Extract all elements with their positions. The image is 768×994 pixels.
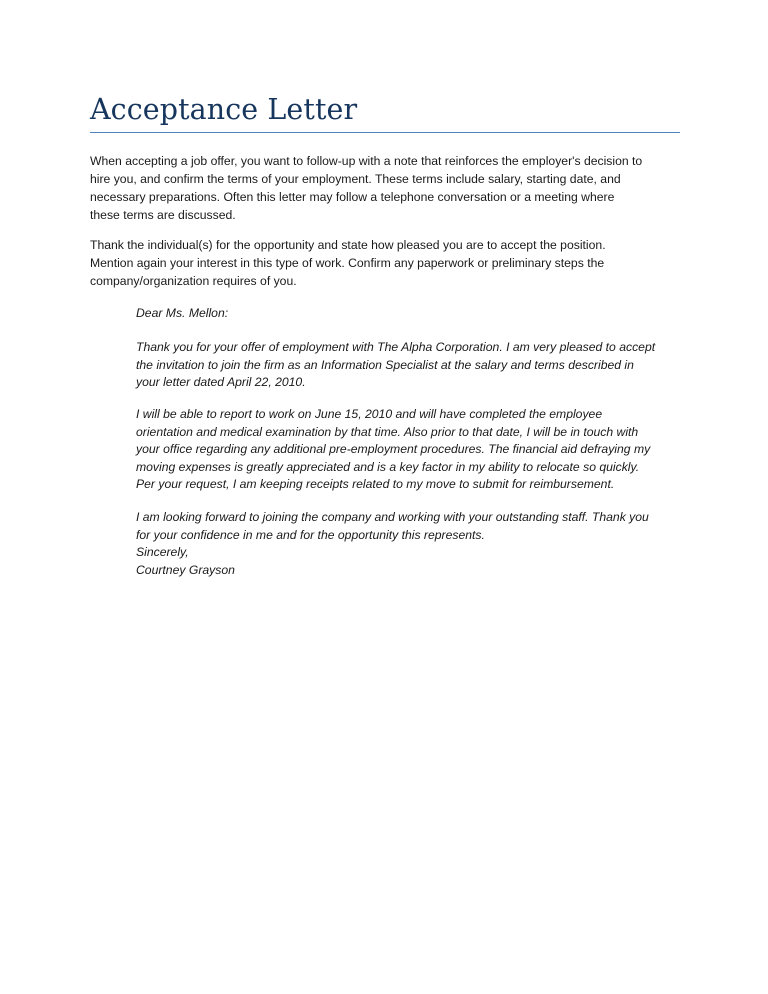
text-line: Thank the individual(s) for the opportunity and state how pleased you are to accept the position.: [90, 238, 606, 252]
intro-paragraph-1: [90, 153, 690, 225]
text-line: When accepting a job offer, you want to follow-up with a note that reinforces the employer's decision to: [90, 154, 643, 168]
text-line: the invitation to join the firm as an Information Specialist at the salary and terms described in: [136, 357, 634, 372]
text-line: your letter dated April 22, 2010.: [136, 375, 306, 389]
letter-salutation: [136, 305, 696, 323]
text-line: these terms are discussed.: [90, 207, 236, 222]
title-underline-rule: [90, 132, 680, 133]
text-line: for your confidence in me and for the opportunity this represents.: [136, 527, 485, 542]
text-line: Thank you for your offer of employment with The Alpha Corporation. I am very pleased to accept: [136, 340, 656, 354]
closing-valediction: Sincerely,: [136, 545, 189, 559]
letter-closing-paragraph: [136, 509, 696, 579]
text-line: Mention again your interest in this type of work. Confirm any paperwork or preliminary steps the: [90, 255, 605, 270]
text-line: moving expenses is greatly appreciated and is a key factor in my ability to relocate so quickly.: [136, 459, 640, 474]
salutation-text: Dear Ms. Mellon:: [136, 306, 229, 320]
letter-paragraph-1: [136, 339, 696, 392]
text-line: hire you, and confirm the terms of your employment. These terms include salary, starting date, and: [90, 171, 621, 186]
text-line: I will be able to report to work on June 15, 2010 and will have completed the employee: [136, 407, 603, 421]
intro-paragraph-2: [90, 237, 690, 291]
text-line: your office regarding any additional pre-employment procedures. The financial aid defraying my: [136, 442, 651, 456]
text-line: Per your request, I am keeping receipts related to my move to submit for reimbursement.: [136, 477, 615, 491]
text-line: orientation and medical examination by that time. Also prior to that date, I will be in touch with: [136, 424, 639, 439]
text-line: necessary preparations. Often this letter may follow a telephone conversation or a meeting where: [90, 189, 615, 204]
signature-name: Courtney Grayson: [136, 562, 235, 577]
letter-paragraph-2: [136, 406, 696, 494]
text-line: company/organization requires of you.: [90, 273, 297, 288]
document-title: Acceptance Letter: [90, 93, 358, 126]
text-line: I am looking forward to joining the company and working with your outstanding staff. Thank you: [136, 510, 649, 524]
